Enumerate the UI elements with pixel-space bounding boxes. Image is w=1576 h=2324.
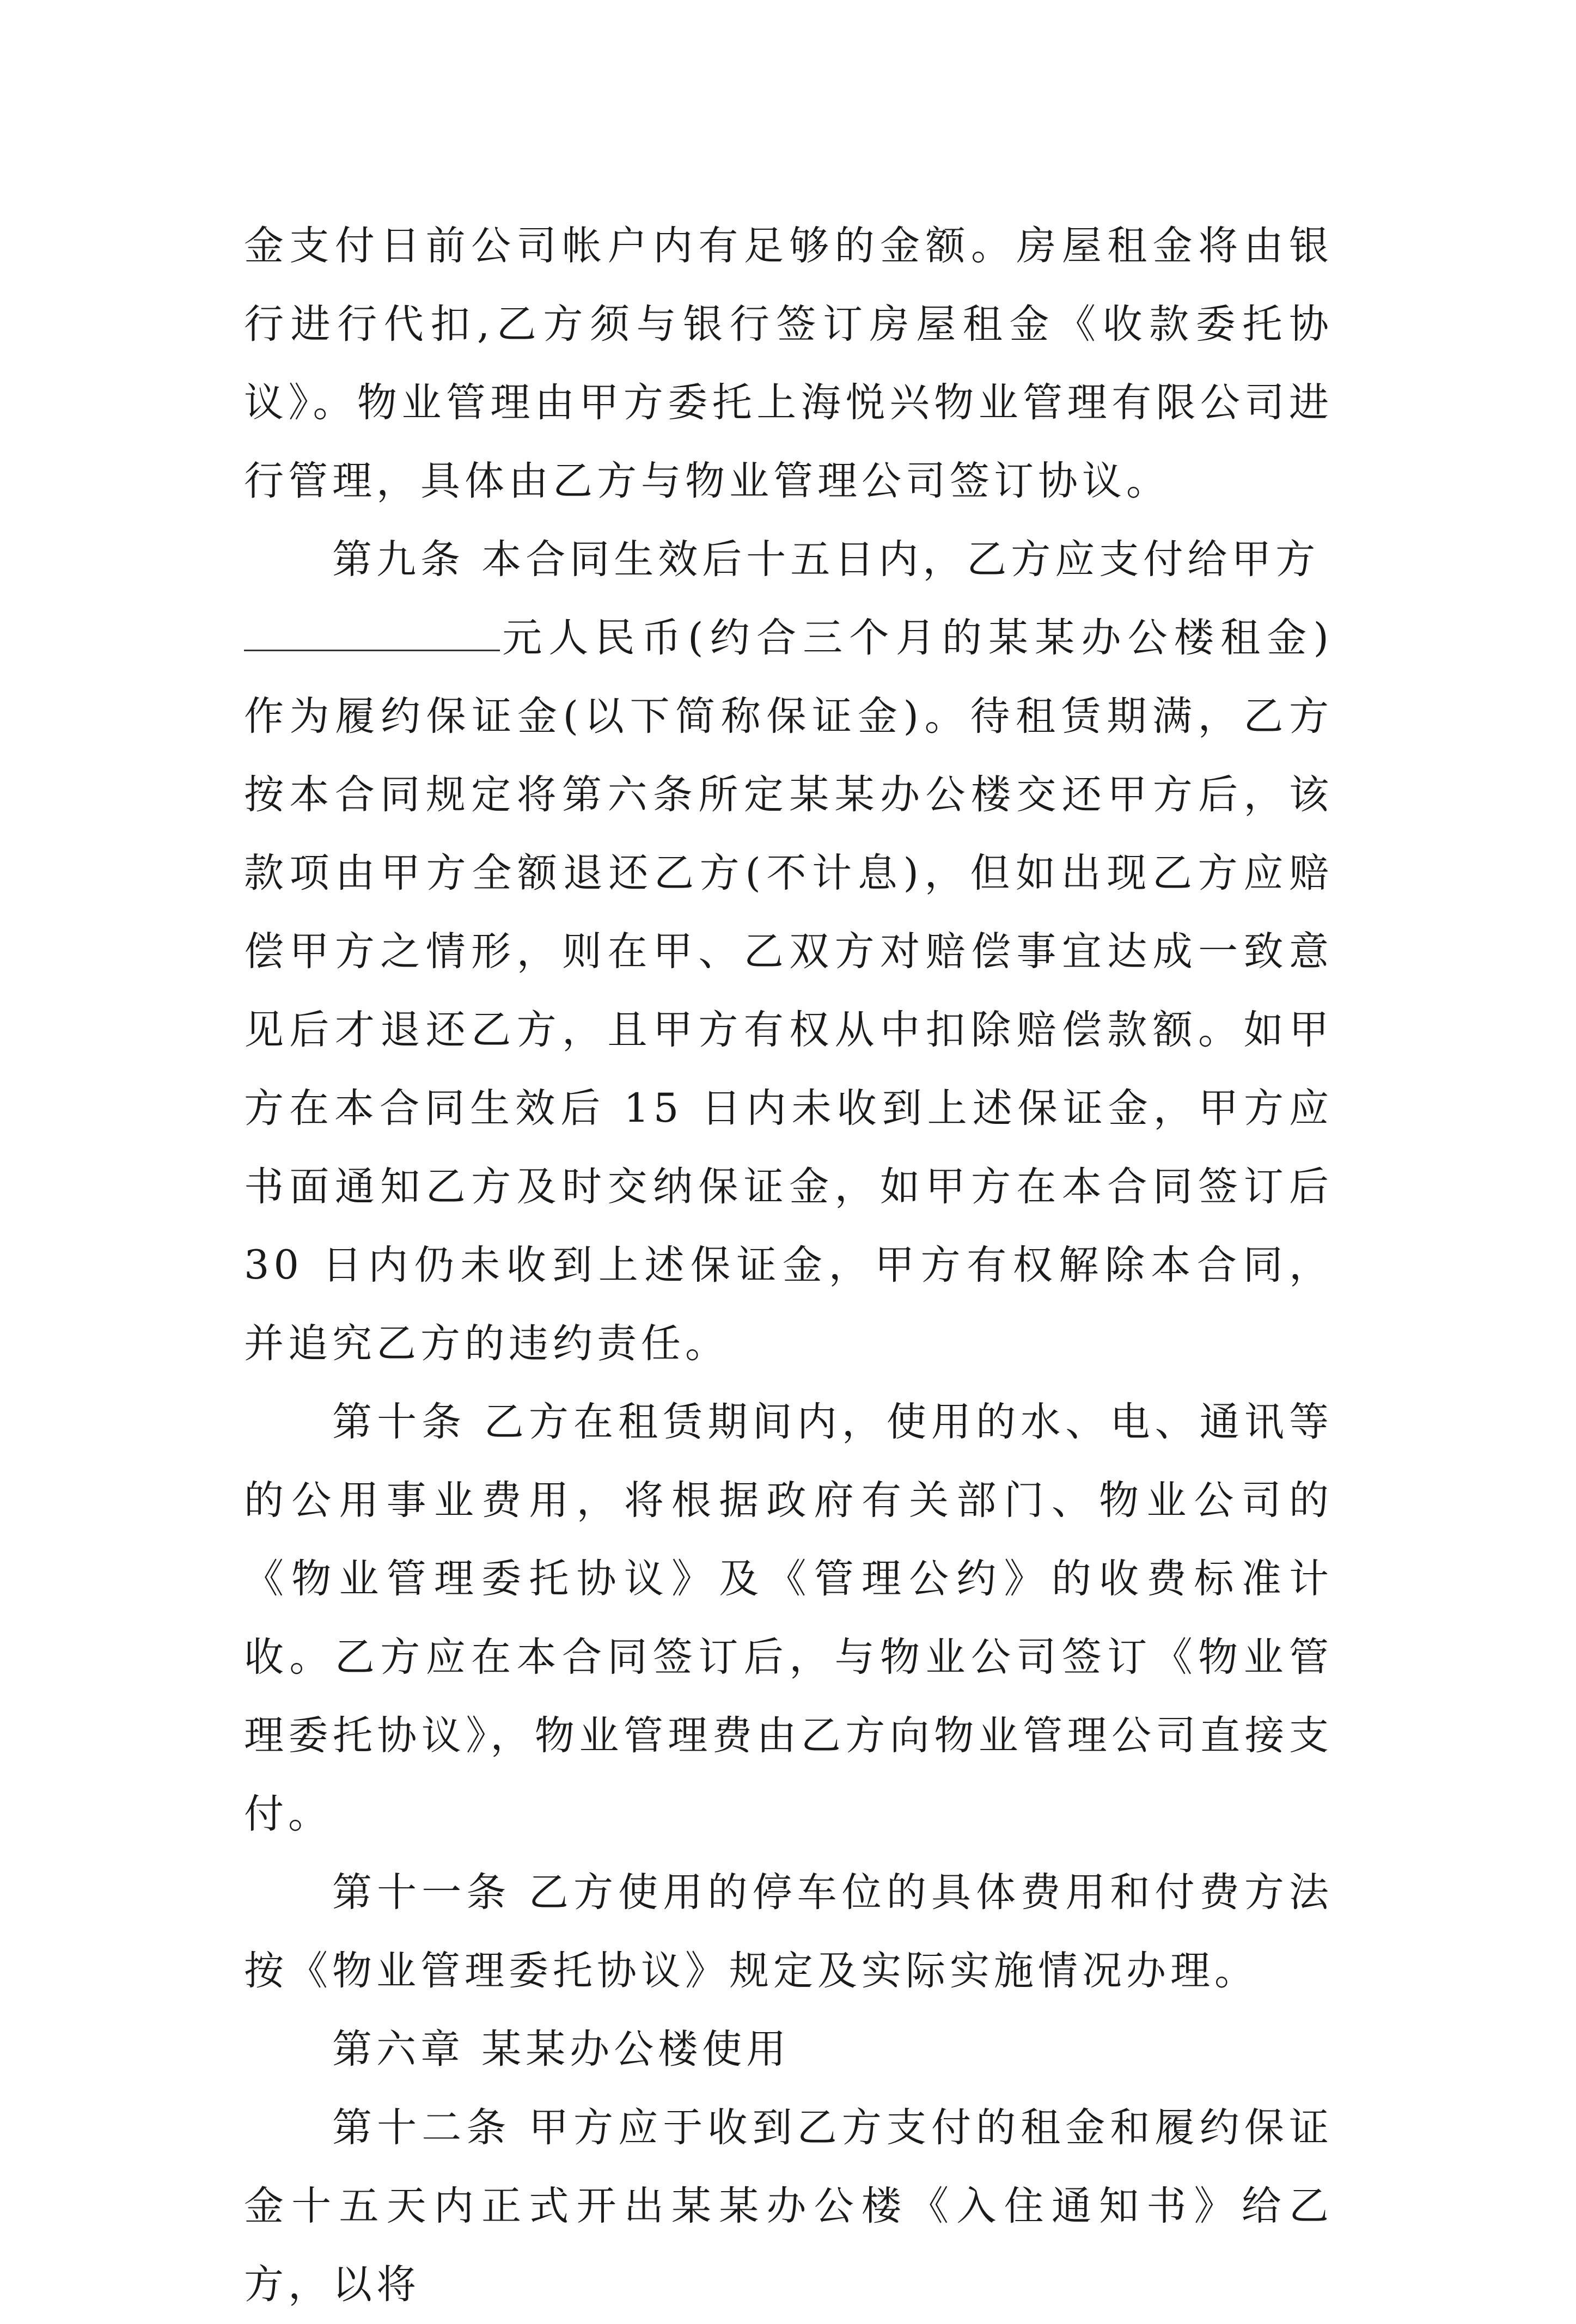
paragraph-rent-payment: 金支付日前公司帐户内有足够的金额。房屋租金将由银行进行代扣,乙方须与银行签订房屋租金《收款委托协议》。物业管理由甲方委托上海悦兴物业管理有限公司进行管理，具体由乙方与物业管理公司签订协议。	[244, 223, 1333, 504]
document-body	[244, 207, 1333, 2324]
paragraph-article-11: 第十一条 乙方使用的停车位的具体费用和付费方法按《物业管理委托协议》规定及实际实施情况办理。	[244, 1869, 1333, 1994]
paragraph-article-9	[244, 521, 1333, 1383]
paragraph-article-12: 第十二条 甲方应于收到乙方支付的租金和履约保证金十五天内正式开出某某办公楼《入住通知书》给乙方，以将	[244, 2105, 1333, 2308]
article-9-intro: 第九条 本合同生效后十五日内，乙方应支付给甲方	[332, 536, 1320, 583]
paragraph-article-10: 第十条 乙方在租赁期间内，使用的水、电、通讯等的公用事业费用，将根据政府有关部门、物业公司的《物业管理委托协议》及《管理公约》的收费标准计收。乙方应在本合同签订后，与物业公司签订《物业管理委托协议》，物业管理费由乙方向物业管理公司直接支付。	[244, 1399, 1333, 1837]
article-9-body: 元人民币(约合三个月的某某办公楼租金)作为履约保证金(以下简称保证金)。待租赁期满，乙方按本合同规定将第六条所定某某办公楼交还甲方后，该款项由甲方全额退还乙方(不计息)，但如出现乙方应赔偿甲方之情形，则在甲、乙双方对赔偿事宜达成一致意见后才退还乙方，且甲方有权从中扣除赔偿款额。如甲方在本合同生效后 15 日内未收到上述保证金，甲方应书面通知乙方及时交纳保证金，如甲方在本合同签订后 30 日内仍未收到上述保证金，甲方有权解除本合同，并追究乙方的违约责任。	[244, 615, 1333, 1367]
amount-blank-line	[244, 617, 500, 651]
chapter-6-heading: 第六章 某某办公楼使用	[332, 2026, 791, 2072]
